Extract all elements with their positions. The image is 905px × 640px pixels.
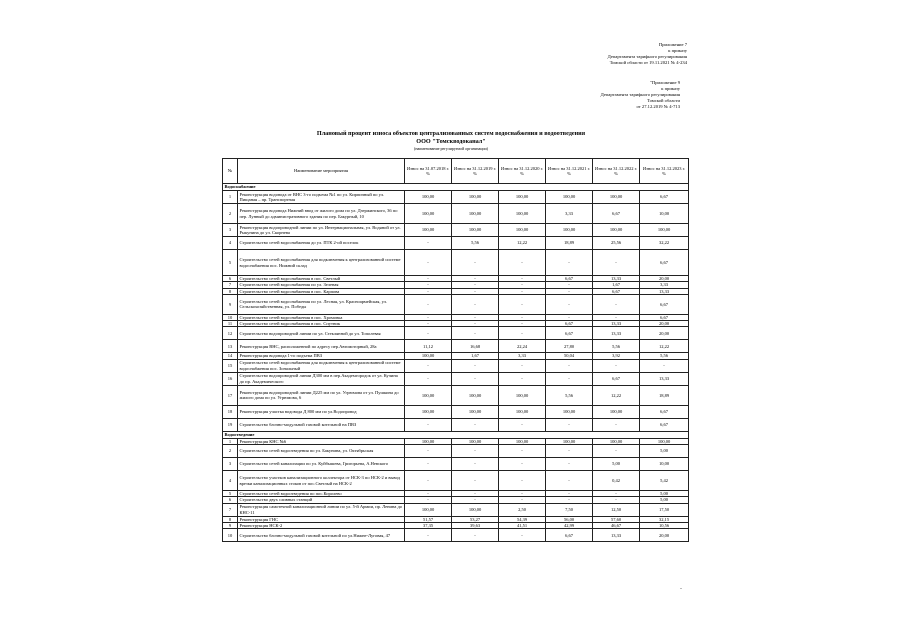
- measure-name: Строительство сетей водоснабжения по ул. Лесная, ул. Красноармейская, ул. Сельскохозяйственная, ул. Победы: [238, 294, 405, 314]
- wear-value: 2,50: [499, 503, 546, 516]
- col-header: Износ на 31.12.2021 г. %: [546, 159, 593, 184]
- wear-value: -: [593, 497, 640, 503]
- row-number: 1: [223, 191, 238, 204]
- wear-value: 13,33: [593, 321, 640, 327]
- col-header: Наименование мероприятия: [238, 159, 405, 184]
- measure-name: Строительство сетей водоотведения по ул. Бакунина, ул. Октябрьская: [238, 445, 405, 458]
- wear-value: 20,00: [640, 327, 689, 340]
- wear-value: -: [452, 321, 499, 327]
- row-number: 8: [223, 288, 238, 294]
- wear-value: 100,00: [405, 385, 452, 405]
- organization-name: ООО "Томскводоканал": [416, 138, 486, 145]
- wear-value: -: [405, 497, 452, 503]
- wear-value: 5,00: [640, 491, 689, 497]
- table-header-row: [223, 159, 689, 184]
- row-number: 4: [223, 237, 238, 250]
- wear-value: -: [546, 458, 593, 471]
- row-number: 4: [223, 471, 238, 491]
- wear-value: 100,00: [405, 191, 452, 204]
- wear-value: 3,33: [640, 282, 689, 288]
- table-row: [223, 327, 689, 340]
- row-number: 9: [223, 294, 238, 314]
- wear-value: 56,00: [546, 516, 593, 522]
- header-line: к приказу: [668, 48, 687, 53]
- measure-name: Реконструкция водопроводной линии по ул. Интернациональная, ул. Водяной от ул. Рыкунина до ул. Скорнева: [238, 224, 405, 237]
- wear-value: 6,67: [640, 191, 689, 204]
- wear-value: -: [452, 276, 499, 282]
- wear-value: 100,00: [499, 224, 546, 237]
- wear-value: 3,33: [546, 204, 593, 224]
- wear-value: 10,00: [640, 204, 689, 224]
- wear-value: 5,00: [640, 497, 689, 503]
- measure-name: Строительство сетей водоснабжения до ул. ПТК 2-ой поселок: [238, 237, 405, 250]
- wear-value: 100,00: [452, 405, 499, 418]
- row-number: 8: [223, 516, 238, 522]
- wear-value: 100,00: [405, 224, 452, 237]
- wear-value: -: [452, 458, 499, 471]
- wear-value: -: [499, 359, 546, 372]
- measure-name: Строительство участков канализационного коллектора от НСК-3 по НСК-2 и вывод врезки канализационных стоков от пос.Светлый на НСК-2: [238, 471, 405, 491]
- wear-value: -: [593, 359, 640, 372]
- wear-value: -: [499, 418, 546, 431]
- row-number: 1: [223, 438, 238, 444]
- header-line: Департамента тарифного регулирования: [607, 54, 687, 59]
- wear-value: 5,56: [546, 385, 593, 405]
- wear-value: -: [499, 276, 546, 282]
- row-number: 7: [223, 282, 238, 288]
- measure-name: Строительство сетей водоснабжения в пос. Спутник: [238, 321, 405, 327]
- wear-value: 100,00: [499, 191, 546, 204]
- wear-value: -: [452, 491, 499, 497]
- row-number: 15: [223, 359, 238, 372]
- corner-mark: ": [680, 587, 682, 592]
- appendix-9-block: [601, 80, 680, 110]
- header-line: "Приложение 9: [650, 80, 680, 85]
- table-row: [223, 359, 689, 372]
- table-row: [223, 224, 689, 237]
- wear-value: -: [405, 237, 452, 250]
- wear-value: 20,00: [640, 321, 689, 327]
- table-row: [223, 237, 689, 250]
- wear-value: 5,42: [640, 471, 689, 491]
- wear-value: 22,24: [499, 340, 546, 353]
- wear-value: -: [499, 458, 546, 471]
- section-row-water: [223, 184, 689, 191]
- wear-value: -: [546, 250, 593, 276]
- wear-value: 100,00: [452, 385, 499, 405]
- wear-value: 12,50: [593, 503, 640, 516]
- row-number: 2: [223, 204, 238, 224]
- wear-value: -: [593, 250, 640, 276]
- wear-value: 6,67: [640, 250, 689, 276]
- wear-value: -: [499, 250, 546, 276]
- row-number: 2: [223, 445, 238, 458]
- wear-value: 50,04: [546, 353, 593, 359]
- wear-value: 42,99: [546, 522, 593, 528]
- wear-value: 100,00: [405, 405, 452, 418]
- wear-value: 51,57: [405, 516, 452, 522]
- wear-value: -: [452, 359, 499, 372]
- row-number: 14: [223, 353, 238, 359]
- wear-value: 13,33: [593, 529, 640, 542]
- organization-note: (наименование регулируемой организации): [413, 146, 489, 151]
- appendix-7-block: [608, 42, 687, 66]
- wear-value: 10,00: [640, 458, 689, 471]
- wear-value: 100,00: [593, 405, 640, 418]
- wear-value: -: [593, 294, 640, 314]
- wear-value: -: [452, 497, 499, 503]
- table-row: [223, 529, 689, 542]
- row-number: 6: [223, 276, 238, 282]
- wear-value: 6,67: [640, 418, 689, 431]
- header-line: Департамента тарифного регулирования: [600, 92, 680, 97]
- row-number: 11: [223, 321, 238, 327]
- wear-value: -: [593, 445, 640, 458]
- wear-value: -: [499, 445, 546, 458]
- wear-value: 54,39: [499, 516, 546, 522]
- table-row: [223, 385, 689, 405]
- wear-value: 100,00: [593, 224, 640, 237]
- wear-value: -: [499, 372, 546, 385]
- wear-value: -: [405, 445, 452, 458]
- table-row: [223, 418, 689, 431]
- wear-value: -: [405, 282, 452, 288]
- wear-value: -: [546, 294, 593, 314]
- wear-value: 100,00: [499, 438, 546, 444]
- wear-value: 12,22: [499, 237, 546, 250]
- document-page: [212, 42, 690, 598]
- col-header: Износ на 31.07.2018 г. %: [405, 159, 452, 184]
- measure-name: Строительство сетей водоснабжения для подключения к централизованной системе водоснабжения пос. Зональный: [238, 359, 405, 372]
- measure-name: Строительство водопроводной линии Д300 мм в пер.Академгородок от ул. Кучина до пр. Академического: [238, 372, 405, 385]
- wear-value: 100,00: [499, 405, 546, 418]
- wear-value: -: [499, 471, 546, 491]
- row-number: 17: [223, 385, 238, 405]
- wear-value: -: [499, 314, 546, 320]
- wear-value: -: [405, 294, 452, 314]
- wear-value: 1,67: [452, 353, 499, 359]
- wear-value: 1,67: [593, 282, 640, 288]
- wear-value: 18,89: [640, 385, 689, 405]
- wear-value: -: [640, 359, 689, 372]
- wear-value: -: [499, 282, 546, 288]
- wear-value: -: [546, 372, 593, 385]
- wear-value: 53,27: [452, 516, 499, 522]
- wear-value: 6,67: [546, 327, 593, 340]
- wear-value: 7,50: [546, 503, 593, 516]
- col-header: Износ на 31.12.2022 г. %: [593, 159, 640, 184]
- measure-name: Строительство водопроводной линии по ул. Стеклянной до ул. Тополевая: [238, 327, 405, 340]
- wear-value: 32,15: [640, 516, 689, 522]
- wear-value: 41,51: [499, 522, 546, 528]
- measure-name: Строительство сетей водоснабжения для подключения к централизованной системе водоснабжения пос. Нижний склад: [238, 250, 405, 276]
- wear-value: 100,00: [593, 191, 640, 204]
- wear-value: 13,33: [593, 327, 640, 340]
- measure-name: Реконструкция самотечной канализационной линии по ул. 5-й Армии, пр. Ленина до КНС-11: [238, 503, 405, 516]
- wear-value: -: [452, 471, 499, 491]
- table-row: [223, 250, 689, 276]
- wear-value: 100,00: [452, 191, 499, 204]
- wear-value: -: [405, 458, 452, 471]
- wear-value: 11,12: [405, 340, 452, 353]
- wear-value: 39,63: [452, 522, 499, 528]
- row-number: 9: [223, 522, 238, 528]
- wear-value: 100,00: [405, 353, 452, 359]
- wear-value: 100,00: [452, 438, 499, 444]
- header-line: Приложение 7: [658, 42, 687, 47]
- wear-value: -: [405, 372, 452, 385]
- wear-value: -: [405, 359, 452, 372]
- row-number: 5: [223, 250, 238, 276]
- wear-value: -: [452, 314, 499, 320]
- wear-value: 6,67: [546, 276, 593, 282]
- row-number: 10: [223, 314, 238, 320]
- wear-value: -: [499, 327, 546, 340]
- table-row: [223, 191, 689, 204]
- wear-value: -: [593, 314, 640, 320]
- wear-value: 37,35: [405, 522, 452, 528]
- wear-value: 6,67: [593, 372, 640, 385]
- row-number: 16: [223, 372, 238, 385]
- wear-value: 5,56: [640, 353, 689, 359]
- wear-value: 27,80: [546, 340, 593, 353]
- wear-value: -: [546, 314, 593, 320]
- wear-value: 100,00: [499, 204, 546, 224]
- wear-value: 100,00: [499, 385, 546, 405]
- table-row: [223, 458, 689, 471]
- wear-value: 100,00: [452, 204, 499, 224]
- table-row: [223, 503, 689, 516]
- row-number: 5: [223, 491, 238, 497]
- wear-value: 17,50: [640, 503, 689, 516]
- document-title: Плановый процент износа объектов централизованных систем водоснабжения и водоотведения: [316, 130, 586, 137]
- wear-value: 6,67: [593, 288, 640, 294]
- measure-name: Строительство сетей водоснабжения в пос. Карпова: [238, 288, 405, 294]
- wear-value: -: [546, 282, 593, 288]
- wear-value: 10,56: [640, 522, 689, 528]
- section-label: Водоотведение: [223, 431, 689, 438]
- wear-value: -: [405, 529, 452, 542]
- table-row: [223, 445, 689, 458]
- measure-name: Реконструкция КНС №6: [238, 438, 405, 444]
- wear-value: 5,00: [640, 445, 689, 458]
- wear-value: 100,00: [405, 204, 452, 224]
- wear-value: 18,89: [546, 237, 593, 250]
- wear-value: 100,00: [546, 224, 593, 237]
- row-number: 12: [223, 327, 238, 340]
- measure-name: Реконструкция водовода Нижний ввод от жилого дома по ул. Дзержинского, 36 по пер. Лунный до административного здания по пер. Бакурный, 10: [238, 204, 405, 224]
- wear-value: 3,33: [499, 353, 546, 359]
- table-row: [223, 294, 689, 314]
- measure-name: Реконструкция водопроводной линии Д225 мм по ул. Угрюмова от ул. Пушкина до жилого дома по ул. Угрюмова, 6: [238, 385, 405, 405]
- wear-table: [222, 158, 689, 542]
- wear-value: 6,67: [593, 204, 640, 224]
- wear-value: 12,22: [640, 340, 689, 353]
- wear-value: 6,67: [640, 294, 689, 314]
- wear-value: 100,00: [546, 405, 593, 418]
- wear-value: -: [499, 491, 546, 497]
- measure-name: Строительство сетей канализации по ул. Куйбышева, Григорьева, А.Невского: [238, 458, 405, 471]
- col-header: №: [223, 159, 238, 184]
- measure-name: Строительство сетей водоотведения по пос.Королево: [238, 491, 405, 497]
- wear-value: 13,33: [640, 288, 689, 294]
- wear-value: -: [546, 471, 593, 491]
- table-row: [223, 372, 689, 385]
- measure-name: Реконструкция НСК-2: [238, 522, 405, 528]
- wear-value: 100,00: [640, 438, 689, 444]
- wear-value: 20,00: [640, 529, 689, 542]
- measure-name: Реконструкция водовода 1-го подъема ПВЗ: [238, 353, 405, 359]
- wear-value: 100,00: [546, 438, 593, 444]
- wear-value: 5,56: [452, 237, 499, 250]
- wear-value: -: [452, 327, 499, 340]
- wear-value: 100,00: [405, 503, 452, 516]
- wear-value: -: [593, 491, 640, 497]
- table-row: [223, 204, 689, 224]
- measure-name: Строительство сетей водоснабжения в пос. Хромовка: [238, 314, 405, 320]
- wear-value: -: [546, 497, 593, 503]
- wear-value: -: [405, 276, 452, 282]
- wear-value: -: [452, 250, 499, 276]
- col-header: Износ на 31.12.2019 г. %: [452, 159, 499, 184]
- section-label: Водоснабжение: [223, 184, 689, 191]
- wear-value: -: [546, 359, 593, 372]
- wear-value: -: [452, 372, 499, 385]
- wear-value: 100,00: [546, 191, 593, 204]
- wear-value: 13,33: [640, 372, 689, 385]
- wear-value: 100,00: [452, 503, 499, 516]
- row-number: 13: [223, 340, 238, 353]
- table-row: [223, 340, 689, 353]
- wear-value: -: [405, 327, 452, 340]
- measure-name: Реконструкция ГНС: [238, 516, 405, 522]
- table-row: [223, 405, 689, 418]
- row-number: 10: [223, 529, 238, 542]
- wear-value: 5,00: [593, 458, 640, 471]
- header-line: Томской области от 19.11.2021 № 4-234: [609, 60, 687, 65]
- wear-value: 13,33: [593, 276, 640, 282]
- wear-value: -: [405, 288, 452, 294]
- wear-value: 16,68: [452, 340, 499, 353]
- wear-value: -: [405, 321, 452, 327]
- wear-value: 100,00: [640, 224, 689, 237]
- header-line: Томской области: [647, 98, 680, 103]
- measure-name: Строительство сетей водоснабжения по ул. Зеленая: [238, 282, 405, 288]
- wear-value: -: [405, 314, 452, 320]
- measure-name: Строительство двух сливных станций: [238, 497, 405, 503]
- wear-value: 20,00: [640, 276, 689, 282]
- measure-name: Реконструкция участка водовода Д 800 мм по ул.Водопровод: [238, 405, 405, 418]
- wear-value: -: [405, 250, 452, 276]
- wear-value: -: [499, 321, 546, 327]
- wear-value: 6,67: [546, 529, 593, 542]
- measure-name: Реконструкция ВНС, расположенной по адресу пер.Автомоторный, 28а: [238, 340, 405, 353]
- wear-value: 25,56: [593, 237, 640, 250]
- wear-value: 6,67: [546, 321, 593, 327]
- row-number: 19: [223, 418, 238, 431]
- wear-value: -: [546, 418, 593, 431]
- measure-name: Реконструкция водовода от ВНС 3-го подъема №1 по ул. Кирпичный по ул. Пищаная – пр. Транспортная: [238, 191, 405, 204]
- wear-value: -: [499, 497, 546, 503]
- table-row: [223, 471, 689, 491]
- wear-value: -: [452, 282, 499, 288]
- wear-value: -: [405, 418, 452, 431]
- wear-value: 100,00: [452, 224, 499, 237]
- wear-value: 46,67: [593, 522, 640, 528]
- wear-value: 6,67: [640, 405, 689, 418]
- wear-value: 6,67: [640, 314, 689, 320]
- header-line: от 27.12.2019 № 4-713: [636, 104, 680, 109]
- row-number: 6: [223, 497, 238, 503]
- wear-value: -: [405, 491, 452, 497]
- section-row-sewer: [223, 431, 689, 438]
- wear-value: 5,56: [593, 340, 640, 353]
- wear-value: -: [546, 491, 593, 497]
- row-number: 18: [223, 405, 238, 418]
- wear-value: 3,92: [593, 353, 640, 359]
- measure-name: Строительство блочно-модульной газовой котельной по ул.Нижне-Луговая, 47: [238, 529, 405, 542]
- wear-value: -: [499, 294, 546, 314]
- wear-value: -: [593, 418, 640, 431]
- wear-value: 12,22: [593, 385, 640, 405]
- wear-value: -: [452, 529, 499, 542]
- wear-value: -: [546, 288, 593, 294]
- wear-value: -: [405, 471, 452, 491]
- wear-value: 0,42: [593, 471, 640, 491]
- row-number: 3: [223, 224, 238, 237]
- row-number: 3: [223, 458, 238, 471]
- wear-value: -: [452, 418, 499, 431]
- wear-value: -: [452, 288, 499, 294]
- wear-value: 57,60: [593, 516, 640, 522]
- wear-value: -: [499, 288, 546, 294]
- measure-name: Строительство блочно-модульной газовой котельной на ПВЗ: [238, 418, 405, 431]
- wear-value: 100,00: [593, 438, 640, 444]
- wear-value: -: [546, 445, 593, 458]
- col-header: Износ на 31.12.2020 г. %: [499, 159, 546, 184]
- wear-value: 32,22: [640, 237, 689, 250]
- header-line: к приказу: [661, 86, 680, 91]
- col-header: Износ на 31.12.2023 г. %: [640, 159, 689, 184]
- wear-value: -: [452, 294, 499, 314]
- wear-value: 100,00: [405, 438, 452, 444]
- wear-value: -: [452, 445, 499, 458]
- wear-value: -: [499, 529, 546, 542]
- measure-name: Строительство сетей водоснабжения в пос. Светлый: [238, 276, 405, 282]
- row-number: 7: [223, 503, 238, 516]
